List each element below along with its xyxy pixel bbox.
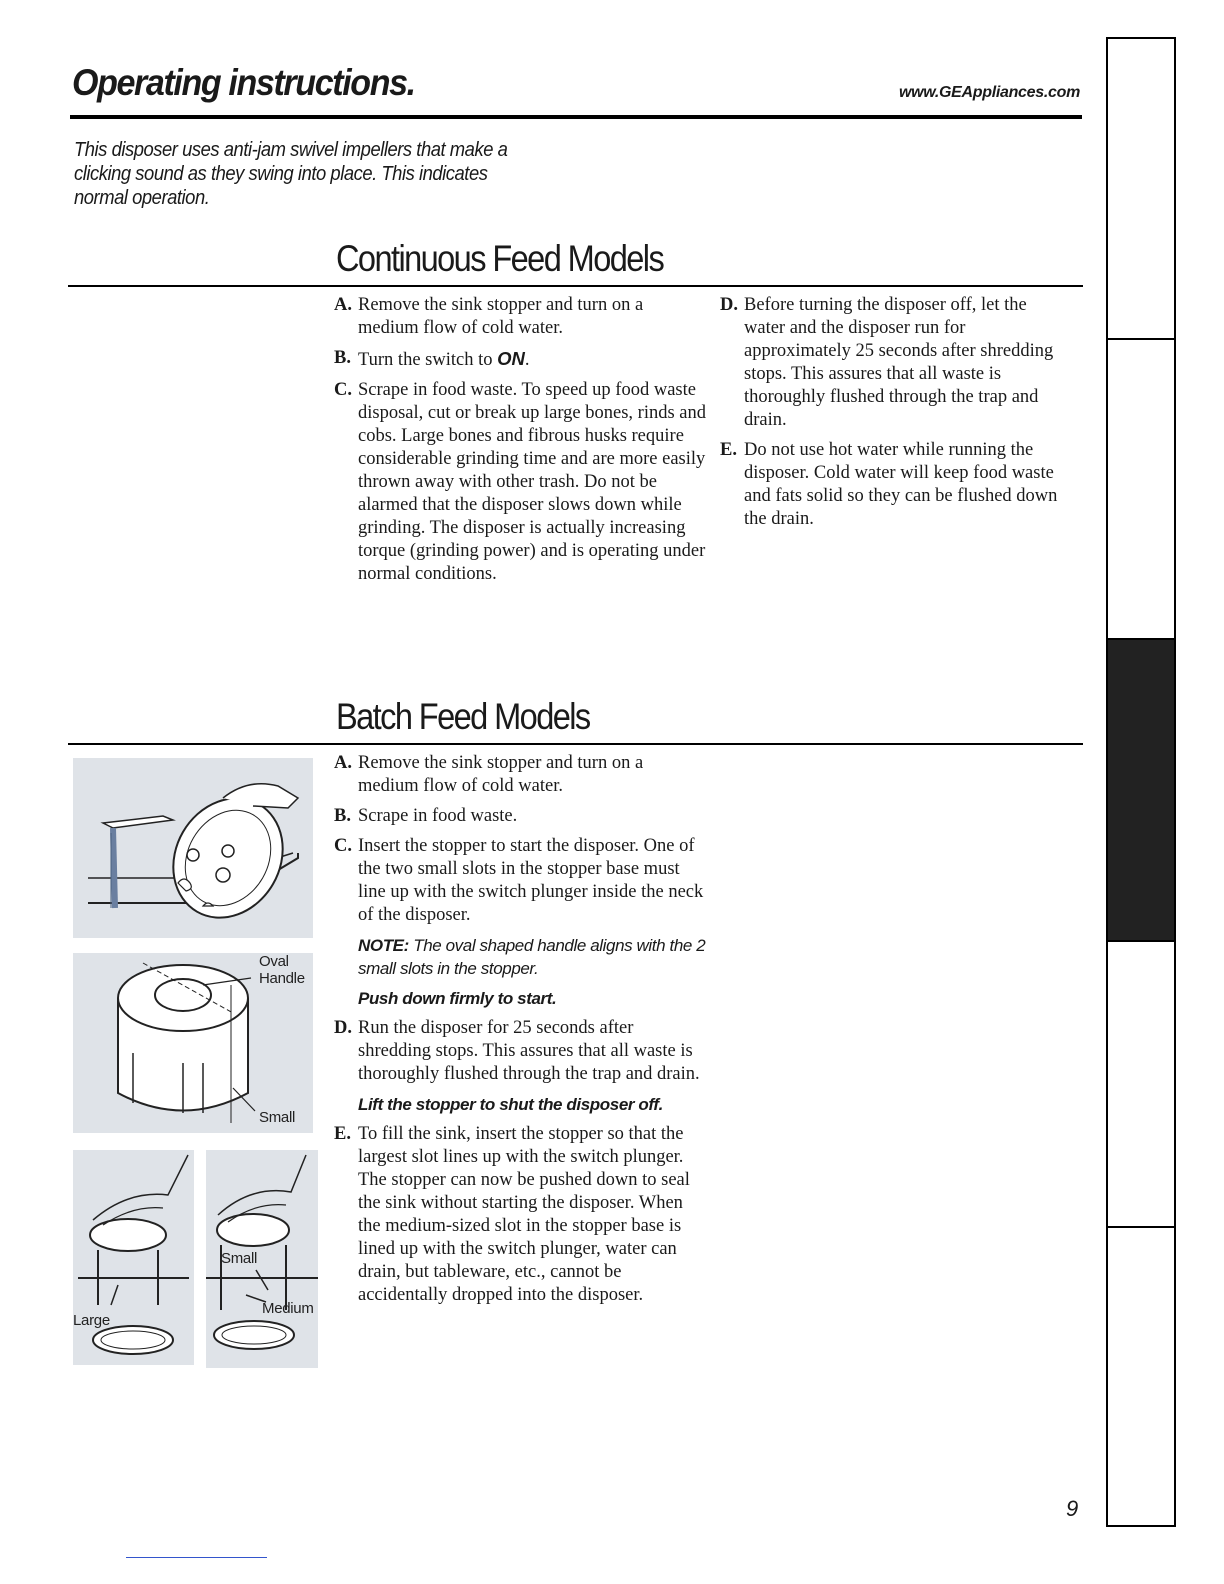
small-slot-hand-label: Small xyxy=(221,1250,258,1267)
intro-text: This disposer uses anti-jam swivel impellers that make a clicking sound as they swing into place. This indicates normal operation. xyxy=(74,139,508,209)
step-letter: B. xyxy=(334,348,351,368)
lift-stopper-note: Lift the stopper to shut the disposer off. xyxy=(358,1095,663,1114)
oval-label-line1: Oval xyxy=(259,953,289,970)
tab-1[interactable] xyxy=(1108,39,1174,340)
large-slot-illustration xyxy=(73,1150,194,1365)
note-text: The oval shaped handle aligns with the 2 small slots in the stopper. xyxy=(358,936,706,978)
tab-3-active[interactable] xyxy=(1108,640,1174,942)
handle-label-line2: Handle xyxy=(259,970,305,987)
sink-scraping-illustration xyxy=(73,758,313,938)
batch-note xyxy=(358,934,706,980)
step-text-end: . xyxy=(524,350,530,370)
continuous-steps-left xyxy=(334,294,706,593)
batch-step-a xyxy=(334,752,706,798)
step-letter: C. xyxy=(334,836,352,856)
step-letter: A. xyxy=(334,295,352,315)
continuous-steps-right xyxy=(720,294,1065,538)
step-text: Do not use hot water while running the disposer. Cold water will keep food waste and fats solid so they can be flushed down the drain. xyxy=(744,440,1058,529)
on-emphasis: ON xyxy=(497,348,525,369)
step-text: Insert the stopper to start the disposer. One of the two small slots in the stopper base must line up with the switch plunger inside the neck of the disposer. xyxy=(358,836,704,925)
tab-5[interactable] xyxy=(1108,1228,1174,1525)
batch-step-b xyxy=(334,805,706,828)
step-letter: D. xyxy=(334,1018,352,1038)
small-medium-slot-illustration xyxy=(206,1150,318,1368)
step-text: Run the disposer for 25 seconds after shredding stops. This assures that all waste is thoroughly flushed through the trap and drain. xyxy=(358,1018,700,1084)
large-slot-label: Large xyxy=(73,1312,110,1329)
site-url[interactable]: www.GEAppliances.com xyxy=(898,84,1080,101)
step-letter: B. xyxy=(334,806,351,826)
batch-feed-rule xyxy=(68,743,1083,745)
step-letter: E. xyxy=(720,440,737,460)
batch-feed-title: Batch Feed Models xyxy=(336,696,590,737)
step-text: Scrape in food waste. xyxy=(358,806,518,826)
medium-slot-label: Medium xyxy=(262,1300,314,1317)
continuous-step-d xyxy=(720,294,1065,432)
step-text: Remove the sink stopper and turn on a medium flow of cold water. xyxy=(358,753,644,796)
step-text: Scrape in food waste. To speed up food waste disposal, cut or break up large bones, rinds and cobs. Large bones and fibrous husks require considerable grinding time and are more easily thrown away with other trash. Do not be alarmed that the disposer slows down while grinding. The disposer is actually increasing torque (grinding power) and is operating under normal conditions. xyxy=(358,380,706,584)
sink-plate-drawing xyxy=(73,758,313,938)
step-letter: A. xyxy=(334,753,352,773)
step-text: Remove the sink stopper and turn on a medium flow of cold water. xyxy=(358,295,644,338)
tab-4[interactable] xyxy=(1108,942,1174,1228)
step-text: Before turning the disposer off, let the water and the disposer run for approximately 25 seconds after shredding stops. This assures that all waste is thoroughly flushed through the trap and drain. xyxy=(744,295,1054,430)
small-slot-label: Small xyxy=(259,1109,296,1126)
footer-link-underline[interactable] xyxy=(126,1557,267,1558)
continuous-step-a xyxy=(334,294,706,340)
continuous-feed-title: Continuous Feed Models xyxy=(336,238,664,279)
batch-steps xyxy=(334,752,706,1314)
step-text: Turn the switch to xyxy=(358,350,498,370)
page-title: Operating instructions. xyxy=(72,62,415,103)
step-letter: E. xyxy=(334,1124,351,1144)
section-tabs xyxy=(1106,37,1176,1527)
page-number: 9 xyxy=(1066,1496,1079,1521)
tab-2[interactable] xyxy=(1108,340,1174,640)
batch-step-e xyxy=(334,1123,706,1307)
step-text: To fill the sink, insert the stopper so that the largest slot lines up with the switch plunger. The stopper can now be pushed down to seal the sink without starting the disposer. When the medium-sized slot in the stopper base is lined up with the switch plunger, water can drain, but tableware, etc., cannot be accidentally dropped into the disposer. xyxy=(358,1124,690,1305)
title-rule xyxy=(70,115,1082,119)
large-slot-drawing xyxy=(73,1150,194,1365)
step-letter: D. xyxy=(720,295,738,315)
push-down-note: Push down firmly to start. xyxy=(358,989,557,1008)
step-letter: C. xyxy=(334,380,352,400)
batch-step-d xyxy=(334,1017,706,1086)
note-label: NOTE: xyxy=(358,936,409,955)
continuous-feed-rule xyxy=(68,285,1083,287)
continuous-step-e xyxy=(720,439,1065,531)
continuous-step-c xyxy=(334,379,706,586)
continuous-step-b xyxy=(334,347,706,372)
stopper-illustration xyxy=(73,953,313,1133)
batch-step-c xyxy=(334,835,706,927)
